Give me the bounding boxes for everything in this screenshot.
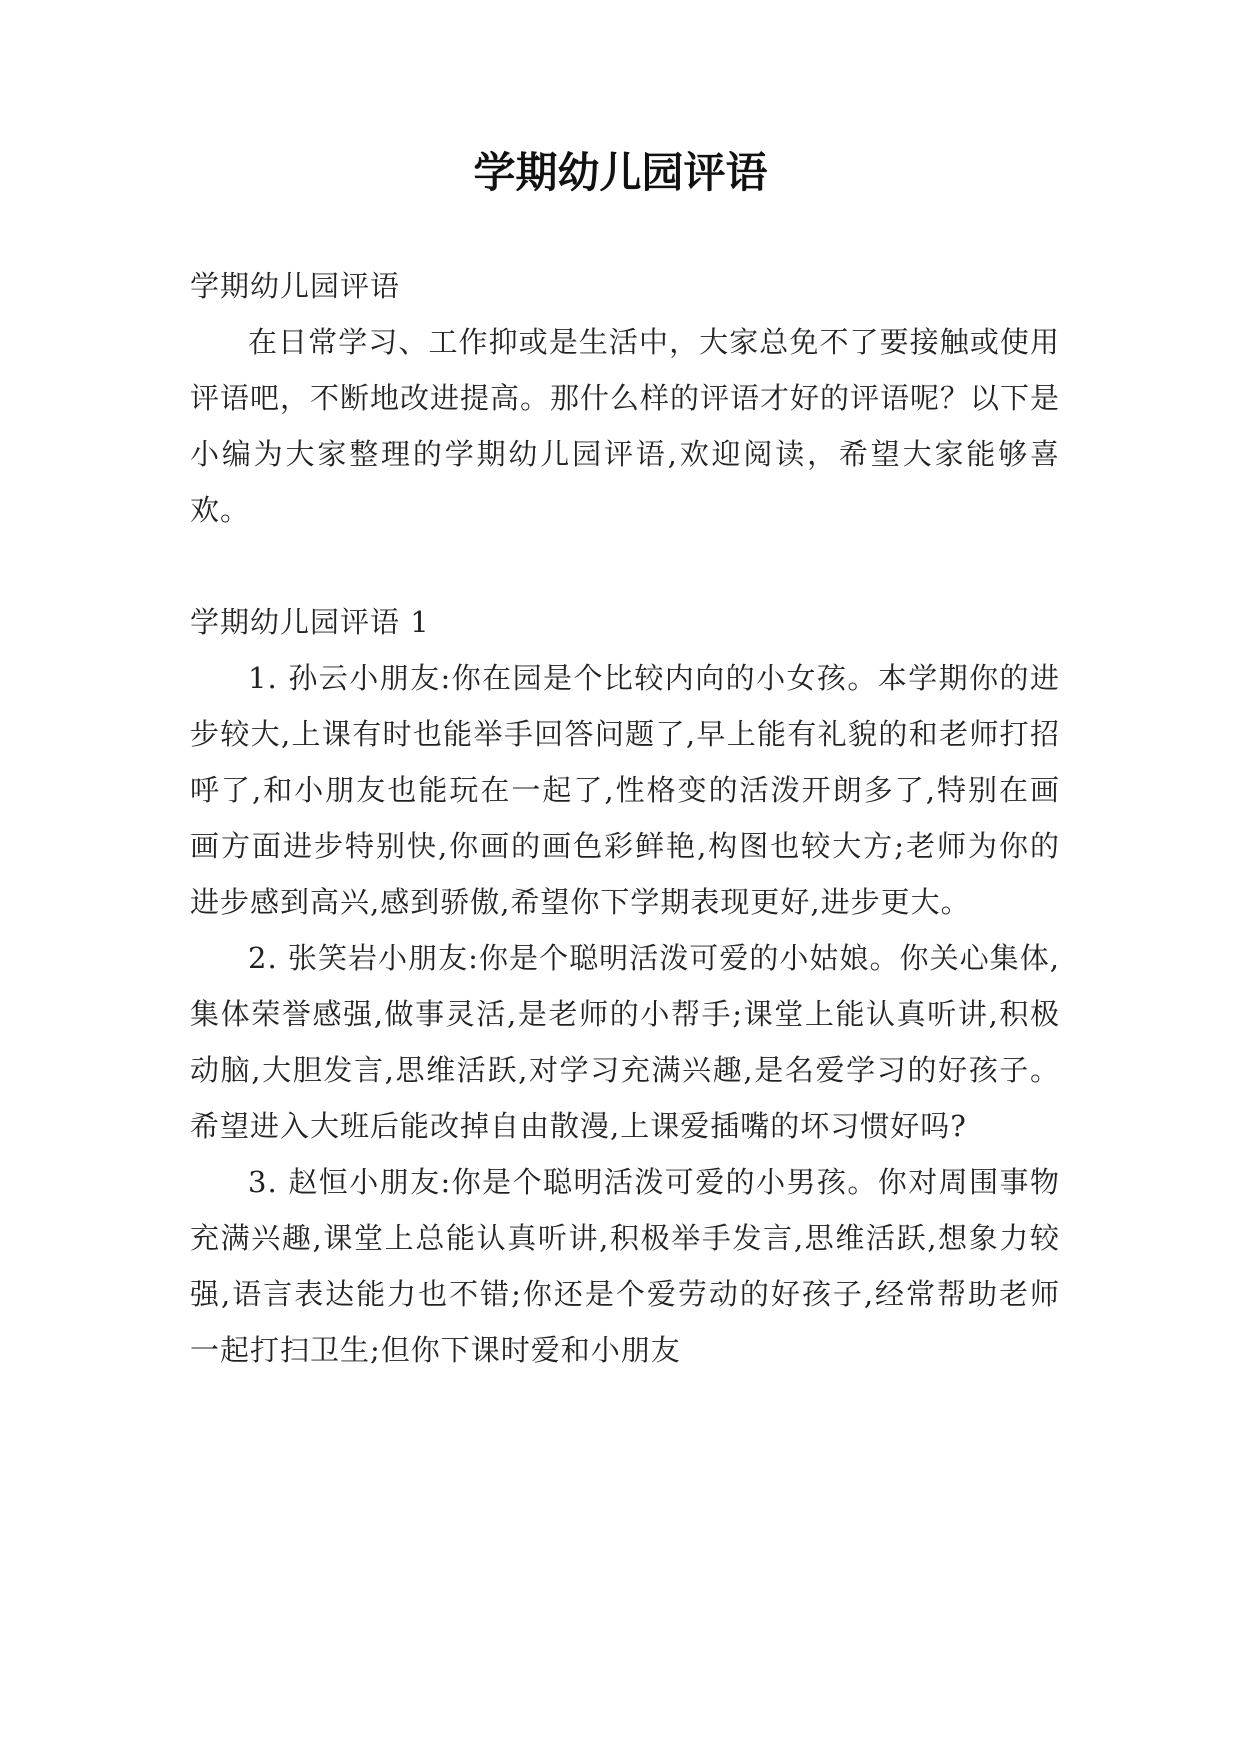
section-heading: 学期幼儿园评语 1	[190, 605, 430, 639]
comment-item-2: 2. 张笑岩小朋友:你是个聪明活泼可爱的小姑娘。你关心集体,集体荣誉感强,做事灵活,是老师的小帮手;课堂上能认真听讲,积极动脑,大胆发言,思维活跃,对学习充满兴趣,是名爱学习的好孩子。希望进入大班后能改掉自由散漫,上课爱插嘴的坏习惯好吗?	[190, 941, 1060, 1143]
comment-item-3: 3. 赵恒小朋友:你是个聪明活泼可爱的小男孩。你对周围事物充满兴趣,课堂上总能认真听讲,积极举手发言,思维活跃,想象力较强,语言表达能力也不错;你还是个爱劳动的好孩子,经常帮助老师一起打扫卫生;但你下课时爱和小朋友	[190, 1165, 1060, 1367]
paragraph-spacer	[190, 538, 1060, 594]
document-subtitle: 学期幼儿园评语	[190, 269, 401, 303]
document-body	[190, 258, 1060, 1378]
intro-paragraph: 在日常学习、工作抑或是生活中，大家总免不了要接触或使用评语吧，不断地改进提高。那什么样的评语才好的评语呢？以下是小编为大家整理的学期幼儿园评语,欢迎阅读，希望大家能够喜欢。	[190, 325, 1061, 527]
comment-item-1: 1. 孙云小朋友:你在园是个比较内向的小女孩。本学期你的进步较大,上课有时也能举手回答问题了,早上能有礼貌的和老师打招呼了,和小朋友也能玩在一起了,性格变的活泼开朗多了,特别在画画方面进步特别快,你画的画色彩鲜艳,构图也较大方;老师为你的进步感到高兴,感到骄傲,希望你下学期表现更好,进步更大。	[190, 661, 1060, 919]
document-title: 学期幼儿园评语	[473, 148, 768, 197]
